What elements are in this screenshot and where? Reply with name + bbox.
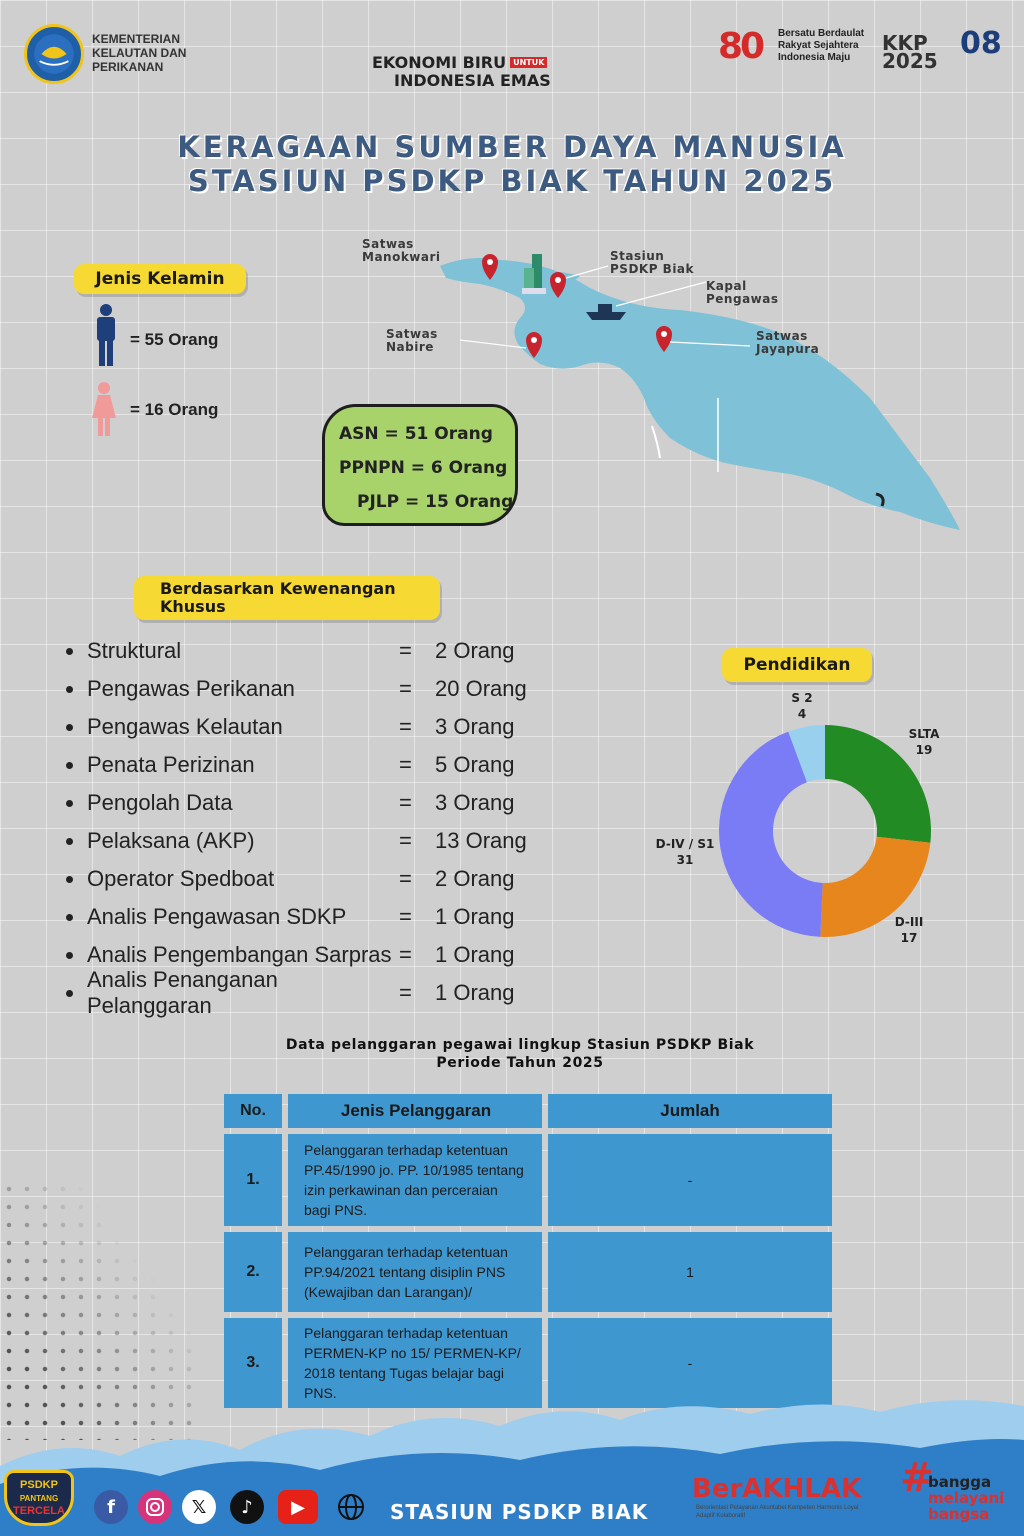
bullet: [66, 724, 73, 731]
bangga-line: melayani: [928, 1489, 1005, 1507]
label-stasiun: [610, 250, 694, 276]
female-icon: [90, 382, 118, 436]
item-name: Pengolah Data: [87, 790, 233, 815]
bangga-melayani-logo: [928, 1474, 1004, 1522]
ministry-line: PERIKANAN: [92, 60, 164, 74]
tagline-line: Bersatu Berdaulat: [778, 28, 865, 39]
ri80-tagline: [778, 28, 864, 64]
map-label-line: Stasiun: [610, 249, 665, 263]
eb-line2: INDONESIA EMAS: [394, 71, 551, 90]
item-eq: =: [399, 638, 412, 663]
label-manokwari: [362, 238, 441, 264]
facebook-icon[interactable]: f: [94, 1490, 128, 1524]
item-value: 2 Orang: [435, 866, 515, 891]
item-eq: =: [399, 942, 412, 967]
label-slta: [900, 726, 948, 758]
category-label: D-IV / S1: [655, 837, 715, 851]
bullet: [66, 914, 73, 921]
item-value: 13 Orang: [435, 828, 527, 853]
cell-jumlah: -: [548, 1134, 832, 1226]
item-value: 1 Orang: [435, 904, 515, 929]
caption-line2: Periode Tahun 2025: [436, 1055, 604, 1071]
item-name: Pengawas Kelautan: [87, 714, 283, 739]
violation-table: [218, 1088, 838, 1414]
o8-logo: 08: [960, 26, 1002, 61]
female-count: = 16 Orang: [130, 400, 219, 419]
table-row: [224, 1318, 832, 1408]
psdkp-badge-logo: [4, 1470, 74, 1526]
ministry-line: KEMENTERIAN: [92, 32, 181, 46]
map-label-line: Satwas: [362, 237, 414, 251]
header-jenis: Jenis Pelanggaran: [288, 1094, 542, 1128]
category-label: SLTA: [908, 727, 940, 741]
item-name: Pelaksana (AKP): [87, 828, 255, 853]
berakhlak-logo: BerAKHLAK: [692, 1474, 862, 1504]
label-d4s1: [648, 836, 722, 868]
item-eq: =: [399, 676, 412, 701]
item-eq: =: [399, 714, 412, 739]
list-item: [66, 898, 536, 936]
item-value: 1 Orang: [435, 980, 515, 1005]
list-item: [66, 784, 536, 822]
tiktok-icon[interactable]: ♪: [230, 1490, 264, 1524]
list-item: [66, 670, 536, 708]
item-name: Analis Pengembangan Sarpras: [87, 942, 392, 967]
ppnpn-count: PPNPN = 6 Orang: [339, 458, 508, 478]
cell-no: 2.: [224, 1232, 282, 1312]
violation-table-caption: [0, 1036, 1024, 1072]
cell-no: 3.: [224, 1318, 282, 1408]
gender-label: Jenis Kelamin: [74, 264, 246, 294]
map-label-line: Jayapura: [756, 342, 820, 356]
item-name: Analis Penanganan Pelanggaran: [87, 967, 278, 1018]
male-count: = 55 Orang: [130, 330, 219, 349]
ministry-name: [92, 32, 186, 74]
label-s2: [782, 690, 822, 722]
label-nabire: [386, 328, 438, 354]
caption-line1: Data pelanggaran pegawai lingkup Stasiun PSDKP Biak: [285, 1037, 755, 1053]
table-row: [224, 1134, 832, 1226]
title-line1: KERAGAAN SUMBER DAYA MANUSIA: [177, 130, 847, 164]
badge-line: PSDKP: [20, 1479, 58, 1491]
cell-jumlah: -: [548, 1318, 832, 1408]
bullet: [66, 762, 73, 769]
footer-station-name: STASIUN PSDKP BIAK: [390, 1500, 649, 1524]
category-label: S 2: [791, 691, 813, 705]
eb-untuk: UNTUK: [510, 57, 547, 68]
value-label: 31: [676, 853, 694, 867]
header-no: No.: [224, 1094, 282, 1128]
list-item: [66, 860, 536, 898]
item-eq: =: [399, 866, 412, 891]
item-name: Struktural: [87, 638, 182, 663]
header-jumlah: Jumlah: [548, 1094, 832, 1128]
kkp-line1: KKP: [882, 31, 928, 55]
cell-jenis: Pelanggaran terhadap ketentuan PP.94/2021 tentang disiplin PNS (Kewajiban dan Larangan)/: [288, 1232, 542, 1312]
item-eq: =: [399, 828, 412, 853]
map-label-line: Manokwari: [362, 250, 441, 264]
pendidikan-label: Pendidikan: [722, 648, 872, 682]
label-kapal: [706, 280, 779, 306]
cell-no: 1.: [224, 1134, 282, 1226]
bullet: [66, 952, 73, 959]
kkp-logo: [24, 24, 84, 84]
item-eq: =: [399, 790, 412, 815]
bullet: [66, 876, 73, 883]
map-label-line: Satwas: [386, 327, 438, 341]
badge-line: TERCELA: [13, 1505, 65, 1517]
cell-jenis: Pelanggaran terhadap ketentuan PERMEN-KP no 15/ PERMEN-KP/ 2018 tentang Tugas belajar bagi PNS.: [288, 1318, 542, 1408]
bangga-line: bangsa: [928, 1505, 990, 1523]
ministry-line: KELAUTAN DAN: [92, 46, 187, 60]
kewenangan-label: [134, 576, 440, 620]
item-value: 20 Orang: [435, 676, 527, 701]
male-icon: [94, 304, 118, 366]
kewenangan-label-line: Berdasarkan Kewenangan: [160, 579, 396, 598]
item-value: 3 Orang: [435, 790, 515, 815]
kkp-line2: 2025: [882, 49, 938, 73]
list-item: [66, 822, 536, 860]
value-label: 4: [797, 707, 807, 721]
papua-map: [430, 248, 970, 538]
x-icon[interactable]: 𝕏: [182, 1490, 216, 1524]
instagram-icon[interactable]: [138, 1490, 172, 1524]
item-value: 3 Orang: [435, 714, 515, 739]
item-value: 2 Orang: [435, 638, 515, 663]
bullet: [66, 648, 73, 655]
asn-count: ASN = 51 Orang: [339, 424, 493, 444]
value-label: 19: [915, 743, 933, 757]
map-label-line: PSDKP Biak: [610, 262, 695, 276]
list-item: [66, 967, 536, 1018]
title-line2: STASIUN PSDKP BIAK TAHUN 2025: [187, 164, 837, 198]
list-item: [66, 708, 536, 746]
list-item: [66, 632, 536, 670]
globe-icon[interactable]: [334, 1490, 368, 1524]
eb-line1: EKONOMI BIRU: [372, 53, 507, 72]
map-label-line: Pengawas: [706, 292, 779, 306]
pjlp-count: PJLP = 15 Orang: [357, 492, 514, 512]
ri80-logo: 80: [718, 26, 763, 67]
value-label: 17: [900, 931, 918, 945]
kkp2025-logo: [882, 31, 938, 73]
bullet: [66, 990, 73, 997]
tagline-line: Indonesia Maju: [778, 52, 851, 63]
kewenangan-label-line: Khusus: [160, 597, 226, 616]
item-value: 1 Orang: [435, 942, 515, 967]
map-label-line: Nabire: [386, 340, 434, 354]
bullet: [66, 838, 73, 845]
kewenangan-list: [66, 632, 536, 1018]
berakhlak-tagline: Berorientasi Pelayanan Akuntabel Kompeten Harmonis Loyal Adaptif Kolaboratif: [696, 1505, 859, 1519]
cell-jumlah: 1: [548, 1232, 832, 1312]
item-name: Pengawas Perikanan: [87, 676, 295, 701]
item-name: Penata Perizinan: [87, 752, 255, 777]
youtube-icon[interactable]: ▶: [278, 1490, 318, 1524]
item-eq: =: [399, 752, 412, 777]
item-value: 5 Orang: [435, 752, 515, 777]
item-eq: =: [399, 980, 412, 1005]
tagline-line: Rakyat Sejahtera: [778, 40, 859, 51]
badge-line: PANTANG: [19, 1494, 59, 1503]
page-title: [0, 130, 1024, 198]
bangga-line: bangga: [928, 1473, 992, 1491]
item-name: Operator Spedboat: [87, 866, 275, 891]
bullet: [66, 800, 73, 807]
item-name: Analis Pengawasan SDKP: [87, 904, 347, 929]
label-d3: [884, 914, 934, 946]
ekonomi-biru-logo: [372, 54, 551, 90]
list-item: [66, 746, 536, 784]
cell-jenis: Pelanggaran terhadap ketentuan PP.45/1990 jo. PP. 10/1985 tentang izin perkawinan dan perceraian bagi PNS.: [288, 1134, 542, 1226]
table-row: [224, 1232, 832, 1312]
label-jayapura: [756, 330, 819, 356]
category-label: D-III: [894, 915, 924, 929]
bangga-mark-icon: #: [900, 1455, 934, 1501]
map-label-line: Kapal: [706, 279, 747, 293]
map-label-line: Satwas: [756, 329, 808, 343]
bullet: [66, 686, 73, 693]
item-eq: =: [399, 904, 412, 929]
